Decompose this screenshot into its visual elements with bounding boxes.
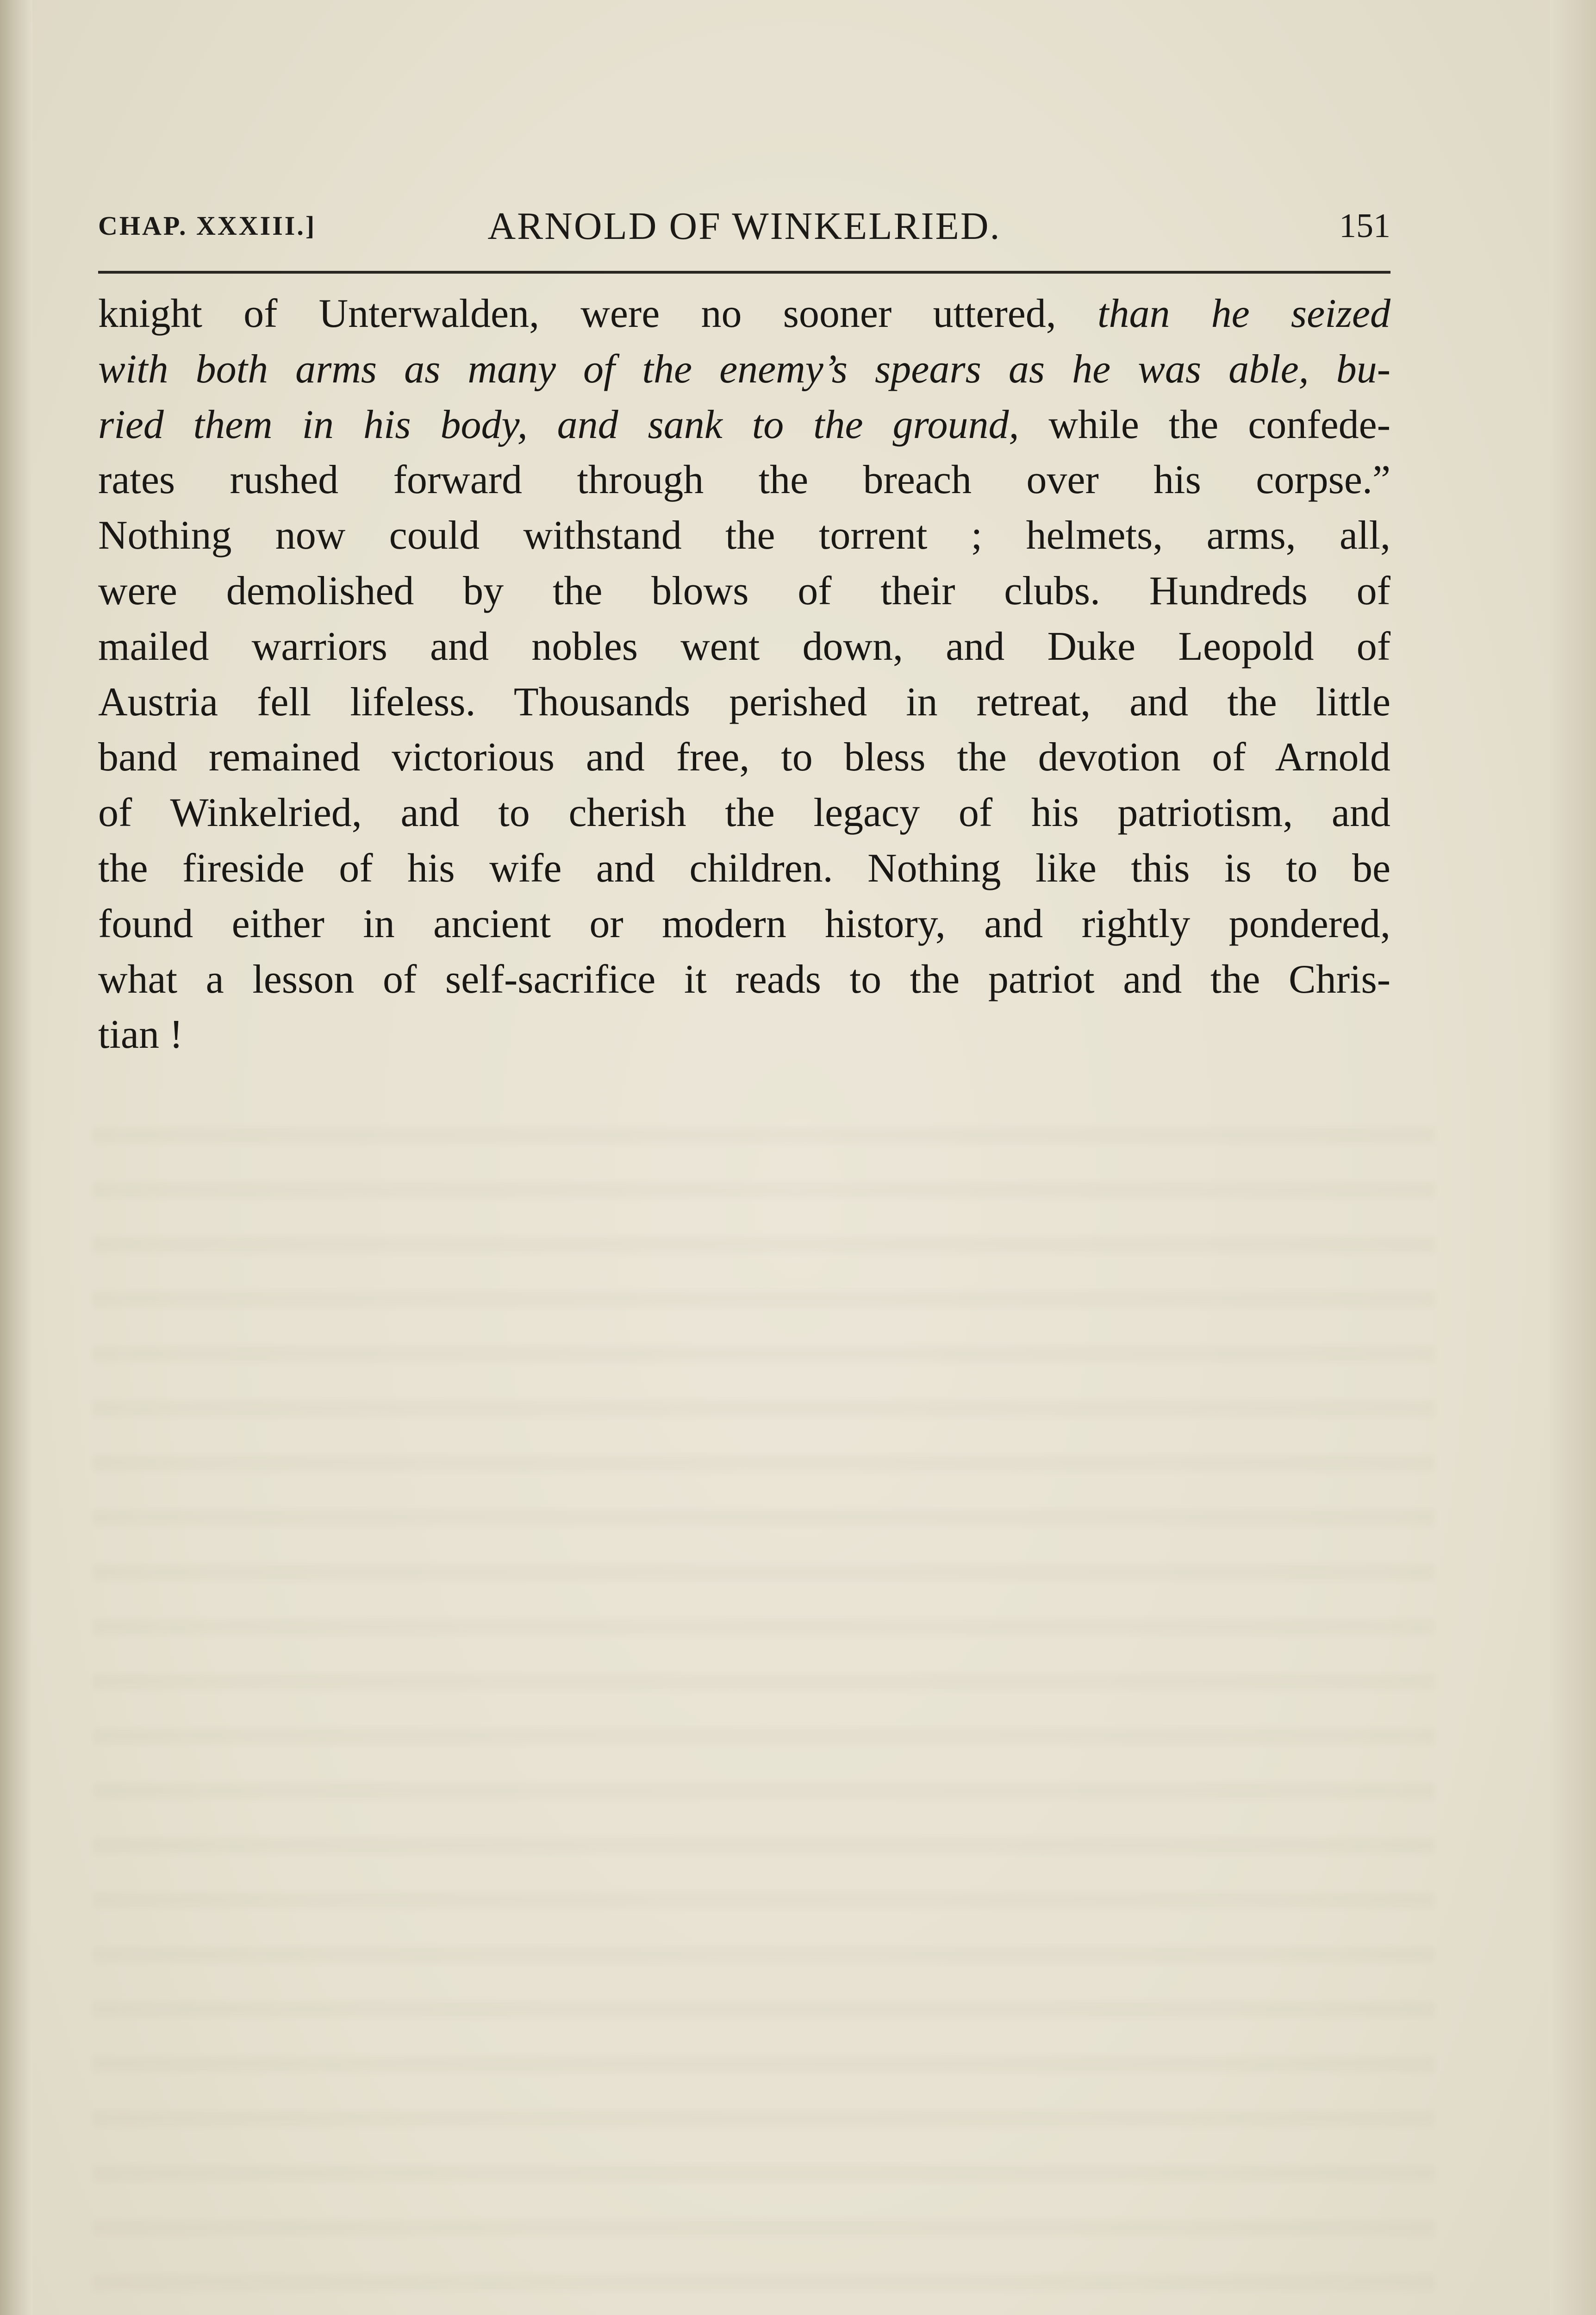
running-title: ARNOLD OF WINKELRIED. [487, 205, 1001, 248]
text-line: mailed warriors and nobles went down, and Duke Leopold of [98, 624, 1390, 669]
text-line: of Winkelried, and to cherish the legacy of his patriotism, and [98, 790, 1390, 836]
text-line: Austria fell lifeless. Thousands perished in retreat, and the little [98, 679, 1390, 725]
text-line: were demolished by the blows of their clubs. Hundreds of [98, 568, 1390, 613]
text-line: ried them in his body, and sank to the ground, while the confede- [98, 402, 1390, 447]
header-rule [98, 271, 1390, 274]
text-line: what a lesson of self-sacrifice it reads to the patriot and the Chris- [98, 957, 1390, 1002]
text-line: found either in ancient or modern history, and rightly pondered, [98, 901, 1390, 946]
text-line: rates rushed forward through the breach over his corpse.” [98, 457, 1390, 503]
body-text [98, 286, 1390, 1063]
text-line: knight of Unterwalden, were no sooner uttered, than he seized [98, 291, 1390, 336]
text-line: with both arms as many of the enemy’s spears as he was able, bu- [98, 346, 1390, 392]
text-line: Nothing now could withstand the torrent ; helmets, arms, all, [98, 513, 1390, 558]
text-line: tian ! [98, 1012, 183, 1057]
show-through-text [93, 1093, 1435, 2315]
page-edge [1550, 0, 1596, 2315]
page-number: 151 [1339, 207, 1390, 245]
text-line: the fireside of his wife and children. Nothing like this is to be [98, 845, 1390, 891]
text-line: band remained victorious and free, to bless the devotion of Arnold [98, 735, 1390, 780]
page-gutter-shadow [0, 0, 32, 2315]
running-header [98, 204, 1390, 259]
chapter-label: CHAP. XXXIII.] [98, 211, 317, 241]
